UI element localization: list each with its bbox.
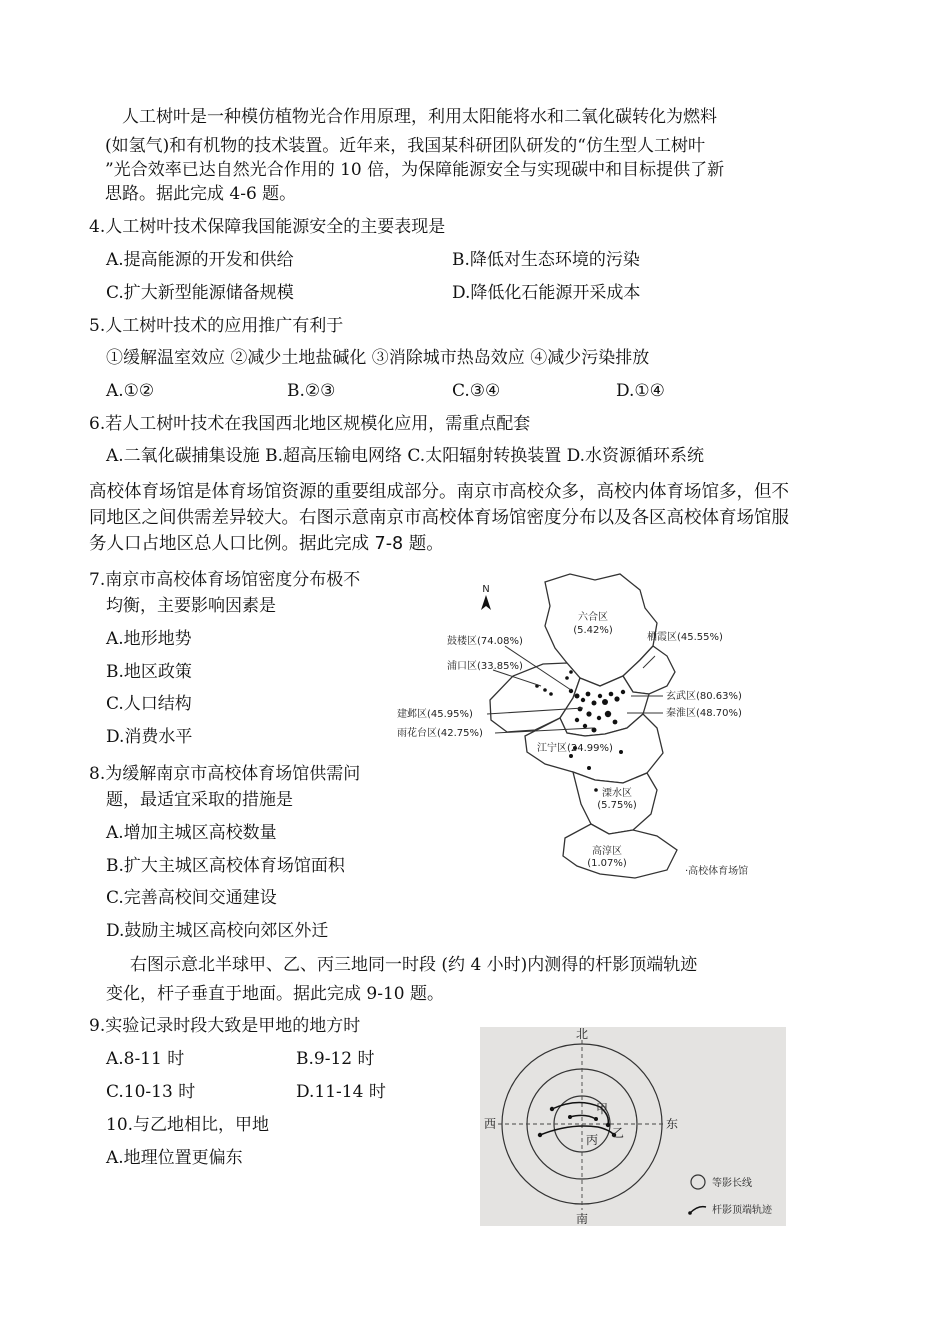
q5-stem: 5.人工树叶技术的应用推广有利于: [89, 316, 344, 336]
q7-option-b: B.地区政策: [106, 662, 192, 682]
q9-stem: 9.实验记录时段大致是甲地的地方时: [89, 1016, 361, 1036]
q8-option-c: C.完善高校间交通建设: [106, 888, 277, 908]
passage1-line-3: ”光合效率已达自然光合作用的 10 倍，为保障能源安全与实现碳中和目标提供了新: [105, 160, 725, 180]
q9-option-b: B.9-12 时: [296, 1049, 375, 1069]
north-label: 北: [575, 1027, 589, 1041]
passage2-line-1: 高校体育场馆是体育场馆资源的重要组成部分。南京市高校众多，高校内体育场馆多，但不: [89, 482, 789, 502]
q7-stem-line-2: 均衡，主要影响因素是: [106, 596, 276, 616]
passage3-line-2: 变化，杆子垂直于地面。据此完成 9-10 题。: [106, 984, 444, 1004]
q8-stem-line-2: 题，最适宜采取的措施是: [106, 790, 293, 810]
label-liuhe: 六合区: [578, 612, 608, 623]
label-yuhuatai: 雨花台区(42.75%): [397, 728, 483, 739]
label-lishui-pct: (5.75%): [597, 800, 637, 811]
label-bing: 丙: [586, 1133, 599, 1147]
label-gaochun: 高淳区: [592, 846, 622, 857]
q8-stem-line-1: 8.为缓解南京市高校体育场馆供需问: [89, 764, 361, 784]
passage1-line-1: 人工树叶是一种模仿植物光合作用原理，利用太阳能将水和二氧化碳转化为燃料: [122, 107, 717, 127]
q5-option-a: A.①②: [106, 381, 155, 401]
label-xuanwu: 玄武区(80.63%): [666, 691, 742, 702]
q10-stem: 10.与乙地相比，甲地: [106, 1115, 270, 1135]
nanjing-map-figure: [395, 568, 765, 880]
q6-stem: 6.若人工树叶技术在我国西北地区规模化应用，需重点配套: [89, 414, 531, 434]
label-qinhuai: 秦淮区(48.70%): [666, 708, 742, 719]
q4-option-d: D.降低化石能源开采成本: [452, 283, 641, 303]
q4-stem: 4.人工树叶技术保障我国能源安全的主要表现是: [89, 217, 446, 237]
label-jiangning: 江宁区(24.99%): [537, 743, 613, 754]
label-lishui: 溧水区: [602, 788, 632, 799]
label-gaochun-pct: (1.07%): [587, 858, 627, 869]
legend-track-label: 杆影顶端轨迹: [712, 1205, 772, 1216]
q9-option-c: C.10-13 时: [106, 1082, 196, 1102]
legend-track-dot: [688, 1211, 692, 1215]
q8-option-b: B.扩大主城区高校体育场馆面积: [106, 856, 345, 876]
passage2-line-2: 同地区之间供需差异较大。右图示意南京市高校体育场馆密度分布以及各区高校体育场馆服: [89, 508, 789, 528]
q7-option-c: C.人口结构: [106, 694, 192, 714]
map-legend: ·高校体育场馆: [685, 866, 749, 877]
label-gulou: 鼓楼区(74.08%): [447, 636, 523, 647]
q4-option-b: B.降低对生态环境的污染: [452, 250, 640, 270]
figure-background: [480, 1027, 786, 1226]
south-label: 南: [575, 1212, 589, 1226]
q6-options: A.二氧化碳捕集设施 B.超高压输电网络 C.太阳辐射转换装置 D.水资源循环系统: [106, 446, 705, 466]
north-label: N: [482, 584, 490, 595]
label-yi: 乙: [612, 1126, 625, 1140]
q5-option-b: B.②③: [287, 381, 336, 401]
q5-option-d: D.①④: [616, 381, 665, 401]
passage1-line-2: (如氢气)和有机物的技术装置。近年来，我国某科研团队研发的“仿生型人工树叶: [105, 136, 705, 156]
q9-option-a: A.8-11 时: [106, 1049, 185, 1069]
passage3-line-1: 右图示意北半球甲、乙、丙三地同一时段 (约 4 小时)内测得的杆影顶端轨迹: [130, 955, 698, 975]
q7-option-a: A.地形地势: [106, 629, 192, 649]
q9-option-d: D.11-14 时: [296, 1082, 386, 1102]
passage1-line-4: 思路。据此完成 4-6 题。: [105, 184, 297, 204]
q8-option-a: A.增加主城区高校数量: [106, 823, 277, 843]
east-label: 东: [666, 1117, 679, 1131]
q7-option-d: D.消费水平: [106, 727, 193, 747]
q7-stem-line-1: 7.南京市高校体育场馆密度分布极不: [89, 570, 361, 590]
q5-items: ①缓解温室效应 ②减少土地盐碱化 ③消除城市热岛效应 ④减少污染排放: [106, 348, 650, 368]
label-jianye: 建邺区(45.95%): [397, 709, 473, 720]
legend-contour-label: 等影长线: [712, 1178, 752, 1189]
label-liuhe-pct: (5.42%): [573, 625, 613, 636]
q4-option-c: C.扩大新型能源储备规模: [106, 283, 294, 303]
label-qixia: 栖霞区(45.55%): [647, 632, 723, 643]
west-label: 西: [484, 1117, 497, 1131]
north-arrow-icon: [481, 595, 491, 610]
q8-option-d: D.鼓励主城区高校向郊区外迁: [106, 921, 329, 941]
q4-option-a: A.提高能源的开发和供给: [106, 250, 294, 270]
shadow-trajectory-figure: [480, 1027, 786, 1226]
label-jia: 甲: [596, 1102, 609, 1116]
q5-option-c: C.③④: [452, 381, 501, 401]
label-pukou: 浦口区(33.85%): [447, 661, 523, 672]
passage2-line-3: 务人口占地区总人口比例。据此完成 7-8 题。: [89, 534, 444, 554]
q10-option-a: A.地理位置更偏东: [106, 1148, 243, 1168]
